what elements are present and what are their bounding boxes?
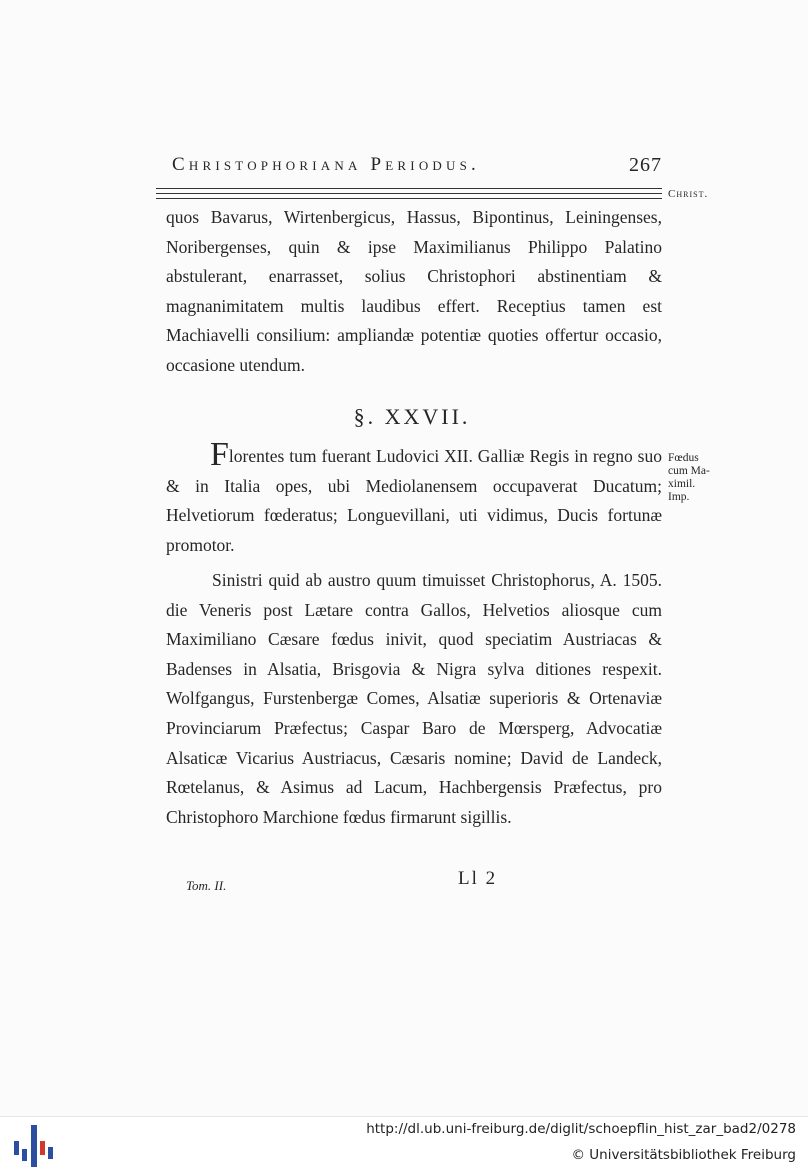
- header-rule-bottom: [156, 198, 662, 199]
- volume-label: Tom. II.: [186, 878, 227, 893]
- header-rule-top: [156, 188, 662, 189]
- margin-label: Christ.: [668, 188, 709, 200]
- paragraph-2-text: lorentes tum fuerant Ludovici XII. Galliæ Regis in regno suo & in Italia opes, ubi Mediolanensem occupaverat Ducatum; Helvetiorum fœderatus; Longuevillani, uti vidimus, Ducis fortunæ promotor.: [166, 446, 662, 555]
- header-rule-middle: [156, 193, 662, 194]
- drop-cap: F: [210, 436, 229, 473]
- margin-note-line: Fœdus: [668, 452, 699, 464]
- margin-note: [668, 452, 728, 504]
- margin-note-line: cum Ma-: [668, 465, 710, 477]
- paragraph-3: Sinistri quid ab austro quum timuisset Christophorus, A. 1505. die Veneris post Lætare contra Gallos, Helvetios aliosque cum Maximiliano Cæsare fœdus inivit, quod speciatim Austriacas & Badenses in Alsatia, Brisgovia & Nigra sylva ditiones respexit. Wolfgangus, Furstenbergæ Comes, Alsatiæ superioris & Ortenaviæ Provinciarum Præfectus; Caspar Baro de Mœrsperg, Advocatiæ Alsaticæ Vicarius Austriacus, Cæsaris nomine; David de Landeck, Rœtelanus, & Asimus ad Lacum, Hachbergensis Præfectus, pro Christophoro Marchione fœdus firmarunt sigillis.: [166, 570, 662, 827]
- margin-note-line: ximil.: [668, 478, 696, 490]
- page-number: 267: [629, 154, 662, 176]
- permalink-url[interactable]: http://dl.ub.uni-freiburg.de/diglit/schoepflin_hist_zar_bad2/0278: [366, 1121, 796, 1137]
- margin-note-line: Imp.: [668, 491, 690, 503]
- paragraph-1: quos Bavarus, Wirtenbergicus, Hassus, Bipontinus, Leiningenses, Noribergenses, quin & ipse Maximilianus Philippo Palatino abstulerant, enarrasset, solius Christophori abstinentiam & magnanimitatem multis laudibus effert. Receptius tamen est Machiavelli consilium: ampliandæ potentiæ quoties offertur occasio, occasione utendum.: [166, 207, 662, 375]
- signature-mark: Ll 2: [458, 868, 498, 889]
- copyright-notice: © Universitätsbibliothek Freiburg: [571, 1147, 796, 1163]
- library-bar: [0, 1116, 808, 1173]
- running-head: [172, 154, 662, 184]
- section-heading: §. XXVII.: [353, 404, 471, 429]
- running-title: Christophoriana Periodus.: [172, 154, 480, 175]
- ub-freiburg-logo-icon[interactable]: [14, 1125, 54, 1167]
- paragraph-2: [166, 436, 662, 560]
